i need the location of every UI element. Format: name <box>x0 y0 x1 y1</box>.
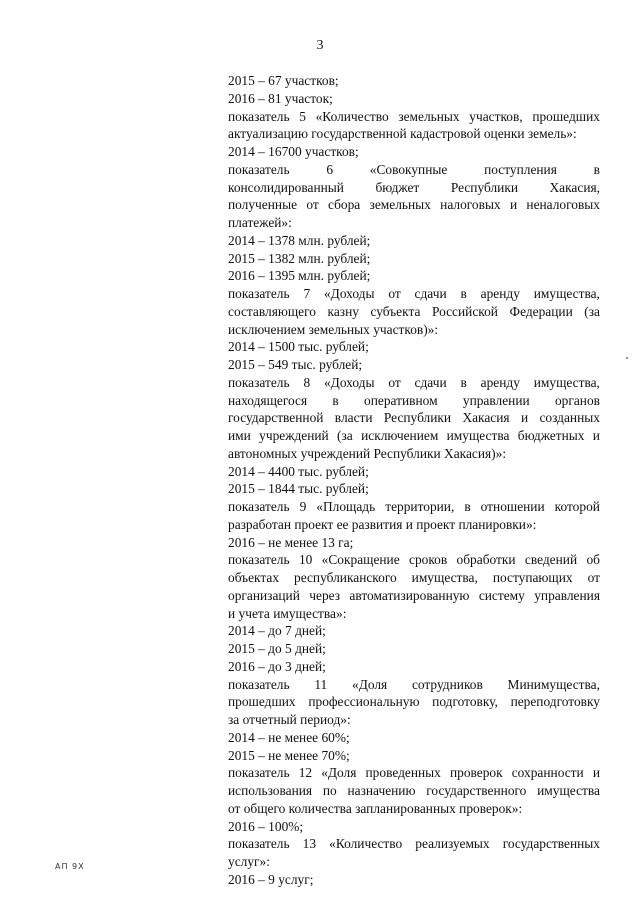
text-line: полученные от сбора земельных налоговых и неналоговых <box>228 197 600 213</box>
text-line: объектах республиканского имущества, поступающих от <box>228 570 600 585</box>
text-line: показатель 13 «Количество реализуемых государственных <box>228 836 600 852</box>
text-line: от общего количества запланированных проверок»: <box>228 800 523 816</box>
text-line: показатель 5 «Количество земельных участков, прошедших <box>228 108 600 124</box>
text-line: 2016 – не менее 13 га; <box>228 534 354 550</box>
text-line: показатель 10 «Сокращение сроков обработки сведений об <box>228 552 600 568</box>
text-line: 2015 – 1382 млн. рублей; <box>228 250 371 266</box>
text-line: разработан проект ее развития и проект планировки»: <box>228 516 537 532</box>
text-line: показатель 8 «Доходы от сдачи в аренду имущества, <box>228 374 600 390</box>
text-line: 2016 – 1395 млн. рублей; <box>228 268 371 284</box>
text-line: 2014 – до 7 дней; <box>228 623 326 639</box>
text-line: консолидированный бюджет Республики Хакасия, <box>228 179 600 195</box>
text-line: 2015 – не менее 70%; <box>228 747 350 763</box>
text-line: показатель 9 «Площадь территории, в отношении которой <box>228 499 600 514</box>
page-number: 3 <box>316 38 324 53</box>
text-line: находящегося в оперативном управлении органов <box>228 392 600 408</box>
text-line: 2015 – 549 тыс. рублей; <box>228 357 363 372</box>
text-line: услуг»: <box>228 854 270 869</box>
scan-speck <box>626 357 628 359</box>
text-line: 2015 – до 5 дней; <box>228 641 326 656</box>
text-line: 2015 – 67 участков; <box>228 73 339 88</box>
text-line: 2014 – 16700 участков; <box>228 144 359 159</box>
text-line: показатель 7 «Доходы от сдачи в аренду имущества, <box>228 286 600 301</box>
text-line: и учета имущества»: <box>228 605 347 621</box>
text-line: 2016 – до 3 дней; <box>228 658 326 674</box>
text-line: 2015 – 1844 тыс. рублей; <box>228 481 369 497</box>
text-line: ими учреждений (за исключением имущества бюджетных и <box>228 428 600 443</box>
text-line: 2014 – не менее 60%; <box>228 729 350 745</box>
text-line: показатель 12 «Доля проведенных проверок сохранности и <box>228 765 600 781</box>
text-line: государственной власти Республики Хакасия и созданных <box>228 410 600 426</box>
text-line: 2014 – 4400 тыс. рублей; <box>228 463 369 479</box>
text-line: 2016 – 100%; <box>228 818 304 834</box>
document-body <box>228 72 600 889</box>
text-line: 2016 – 81 участок; <box>228 90 333 106</box>
text-line: составляющего казну субъекта Российской Федерации (за <box>228 303 600 319</box>
text-line: 2016 – 9 услуг; <box>228 871 314 887</box>
text-line: актуализацию государственной кадастровой оценки земель»: <box>228 126 577 142</box>
text-line: автономных учреждений Республики Хакасия)»: <box>228 445 507 461</box>
text-line: использования по назначению государственного имущества <box>228 783 600 798</box>
text-line: платежей»: <box>228 215 292 230</box>
text-line: исключением земельных участков)»: <box>228 321 439 337</box>
text-line: организаций через автоматизированную систему управления <box>228 587 600 603</box>
text-line: прошедших профессиональную подготовку, переподготовку <box>228 694 600 710</box>
footer-mark: АП 9Х <box>55 862 85 871</box>
text-line: 2014 – 1500 тыс. рублей; <box>228 339 369 355</box>
text-line: за отчетный период»: <box>228 712 351 727</box>
text-line: показатель 6 «Совокупные поступления в <box>228 161 600 177</box>
text-line: 2014 – 1378 млн. рублей; <box>228 232 371 248</box>
text-line: показатель 11 «Доля сотрудников Минимущества, <box>228 676 600 692</box>
